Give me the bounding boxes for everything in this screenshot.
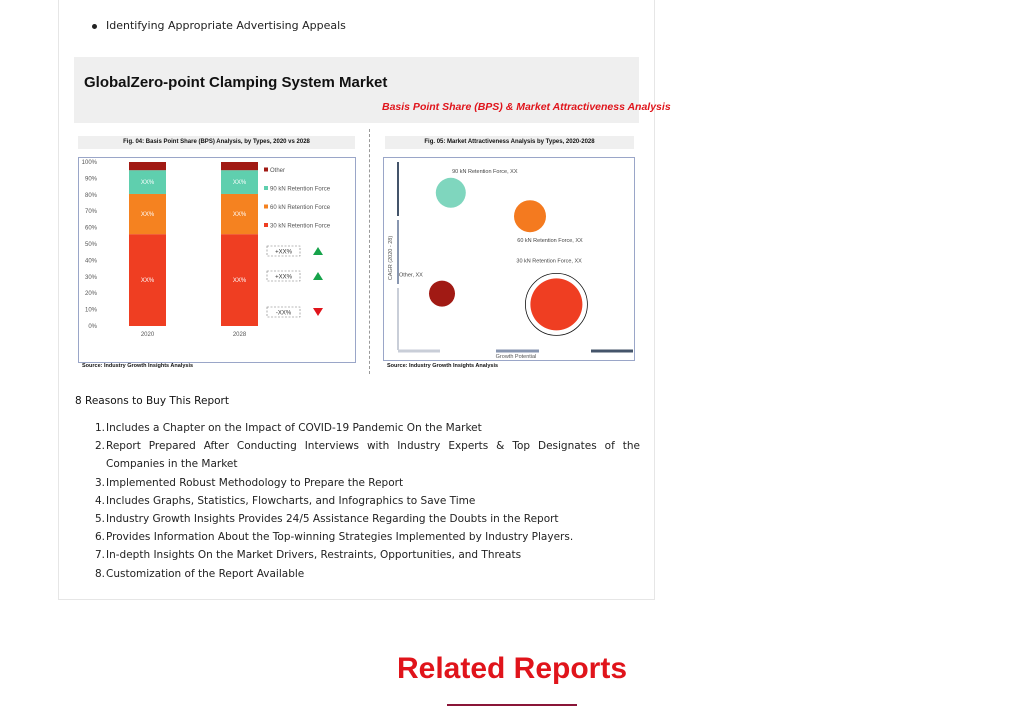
legend-swatch	[264, 186, 268, 190]
attractiveness-chart-caption: Fig. 05: Market Attractiveness Analysis by Types, 2020-2028	[385, 136, 634, 149]
attractiveness-chart-frame	[383, 157, 635, 361]
change-label: -XX%	[275, 310, 292, 317]
reason-item	[95, 510, 640, 528]
reason-item	[95, 492, 640, 510]
reason-number: 7.	[95, 549, 106, 562]
figure-header	[74, 57, 671, 123]
bps-chart-caption: Fig. 04: Basis Point Share (BPS) Analysis, by Types, 2020 vs 2028	[78, 136, 355, 149]
bar-value-label: XX%	[140, 180, 155, 187]
y-tick-label: 60%	[84, 225, 97, 232]
reason-text: Report Prepared After Conducting Interviews with Industry Experts & Top Designates of the Companies in the Market	[106, 440, 640, 471]
change-label: +XX%	[275, 274, 292, 281]
reason-text: Customization of the Report Available	[106, 567, 305, 580]
x-axis-label: Growth Potential	[495, 354, 537, 360]
reason-number: 1.	[95, 422, 106, 434]
bubble-point	[429, 281, 455, 307]
legend-label: 90 kN Retention Force	[270, 186, 331, 193]
panel-divider	[369, 129, 370, 374]
reason-item	[95, 474, 640, 492]
reason-text: Includes a Chapter on the Impact of COVID-19 Pandemic On the Market	[106, 422, 482, 434]
reason-text: Includes Graphs, Statistics, Flowcharts, and Infographics to Save Time	[106, 494, 476, 507]
legend-label: 30 kN Retention Force	[270, 223, 331, 230]
reason-item	[95, 419, 640, 437]
bubble-point	[530, 278, 582, 330]
bar-value-label: XX%	[232, 278, 247, 285]
heading-underline	[447, 704, 577, 706]
legend-label: 60 kN Retention Force	[270, 205, 331, 211]
reasons-title: 8 Reasons to Buy This Report	[75, 395, 229, 407]
related-reports-heading: Related Reports	[396, 652, 628, 685]
figure-subtitle: Basis Point Share (BPS) & Market Attractiveness Analysis	[382, 101, 671, 113]
attractiveness-chart	[384, 158, 634, 360]
y-tick-label: 40%	[84, 258, 97, 265]
reason-number: 5.	[95, 513, 106, 526]
market-figure	[74, 57, 671, 372]
reason-text: Implemented Robust Methodology to Prepare the Report	[106, 476, 404, 489]
bubble-point	[514, 200, 546, 232]
reason-number: 6.	[95, 531, 106, 544]
reason-item	[95, 546, 640, 564]
bps-chart	[79, 158, 355, 362]
reason-number: 3.	[95, 476, 106, 489]
y-tick-label: 20%	[84, 291, 97, 298]
y-tick-label: 80%	[84, 192, 97, 199]
x-tick-label: 2028	[232, 332, 247, 338]
reason-item	[95, 437, 640, 473]
bubble-label: Other, XX	[399, 272, 423, 279]
y-tick-label: 10%	[84, 307, 97, 314]
reason-number: 8.	[95, 567, 106, 580]
bubble-label: 90 kN Retention Force, XX	[452, 168, 518, 175]
bar-value-label: XX%	[232, 212, 247, 219]
reason-number: 2.	[95, 440, 106, 453]
legend-swatch	[264, 168, 268, 172]
y-tick-label: 0%	[88, 324, 97, 330]
attractiveness-chart-source: Source: Industry Growth Insights Analysis	[387, 363, 499, 369]
y-tick-label: 100%	[81, 160, 97, 166]
bar-value-label: XX%	[232, 180, 247, 187]
bps-chart-source: Source: Industry Growth Insights Analysis	[82, 363, 194, 369]
reasons-list	[95, 419, 640, 583]
reason-item	[95, 528, 640, 546]
bar-value-label: XX%	[140, 212, 155, 219]
x-tick-label: 2020	[140, 332, 155, 338]
bar-segment	[129, 162, 166, 170]
y-tick-label: 90%	[84, 176, 97, 183]
bubble-label: 30 kN Retention Force, XX	[516, 258, 582, 265]
reason-text: In-depth Insights On the Market Drivers, Restraints, Opportunities, and Threats	[106, 549, 522, 562]
legend-swatch	[264, 223, 268, 227]
change-label: +XX%	[275, 249, 292, 256]
bubble-point	[436, 178, 466, 208]
bullet-item: Identifying Appropriate Advertising Appeals	[106, 19, 346, 32]
y-tick-label: 30%	[84, 274, 97, 281]
bar-segment	[221, 162, 258, 170]
y-tick-label: 50%	[84, 242, 97, 248]
reason-text: Industry Growth Insights Provides 24/5 Assistance Regarding the Doubts in the Report	[106, 513, 559, 526]
reason-number: 4.	[95, 494, 106, 507]
figure-title: GlobalZero-point Clamping System Market	[84, 74, 388, 91]
reason-item	[95, 565, 640, 583]
y-tick-label: 70%	[84, 209, 97, 216]
up-arrow-icon	[313, 247, 323, 255]
legend-swatch	[264, 205, 268, 209]
up-arrow-icon	[313, 272, 323, 280]
reason-text: Provides Information About the Top-winning Strategies Implemented by Industry Players.	[106, 531, 574, 544]
bubble-label: 60 kN Retention Force, XX	[517, 238, 583, 245]
down-arrow-icon	[313, 308, 323, 316]
y-axis-label: CAGR (2020 - 28)	[388, 235, 394, 281]
bps-chart-frame	[78, 157, 356, 363]
bar-value-label: XX%	[140, 278, 155, 285]
legend-label: Other	[270, 168, 286, 174]
